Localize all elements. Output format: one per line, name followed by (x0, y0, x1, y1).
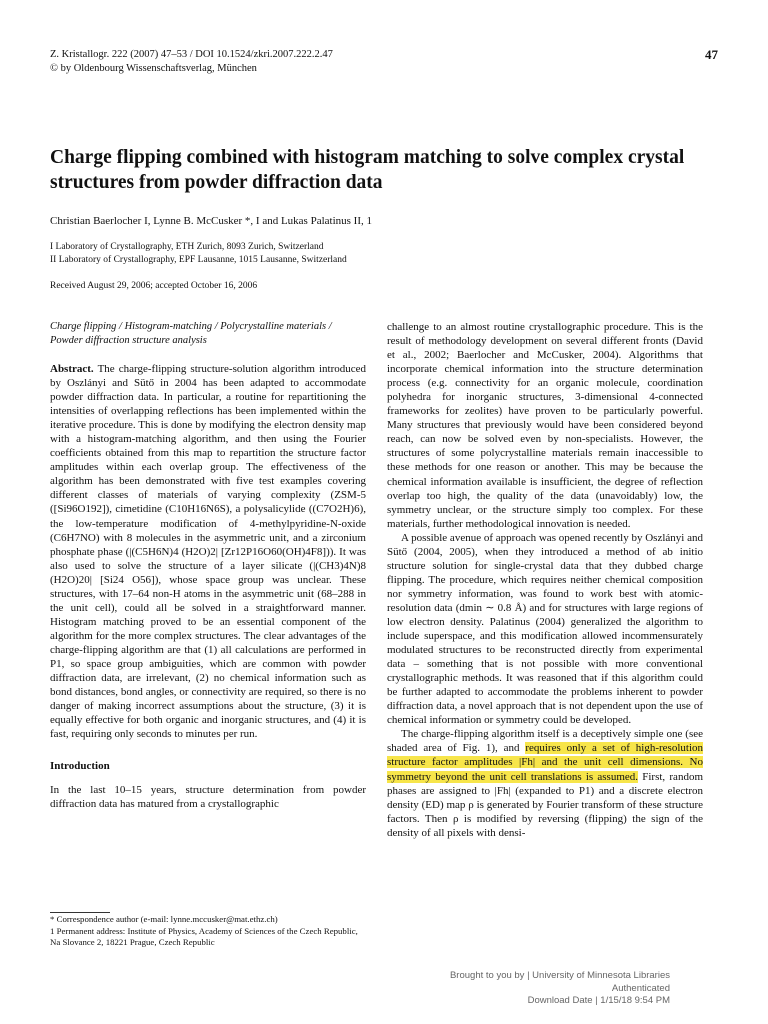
watermark-line-2: Authenticated (611, 982, 670, 994)
abstract-label: Abstract. (50, 363, 94, 375)
copyright-line: © by Oldenbourg Wissenschaftsverlag, München (50, 63, 257, 74)
author-list: Christian Baerlocher I, Lynne B. McCusker *, I and Lukas Palatinus II, 1 (50, 215, 372, 227)
affiliation-2: II Laboratory of Crystallography, EPF Lausanne, 1015 Lausanne, Switzerland (50, 255, 347, 265)
section-heading-introduction: Introduction (50, 760, 110, 773)
watermark-line-3: Download Date | 1/15/18 9:54 PM (527, 995, 670, 1006)
footnote-correspondence: * Correspondence author (e-mail: lynne.mccusker@mat.ethz.ch) (50, 914, 278, 924)
body-paragraph-1: challenge to an almost routine crystallographic procedure. This is the result of methodology development on several different fronts (David et al., 2002; Baerlocher and McCusker, 2004). Algorithms that incorporate chemical information into the structure determination process (e.g. connectivity for an organic molecule, coordination polyhedra for inorganic structures, 3-dimensional 4-connected frameworks for zeolites) have proven to be particularly powerful. Many structures that previously would have been considered beyond reach, can now be solved even by non-specialists. However, the structures of some polycrystalline materials remain inaccessible to these methods for one reason or another. This may be because the chemical information available is insufficient, the degree of reflection overlap too high, the quality of the data (unavoidably) low, the symmetry unclear, or the structure simply too complex. For these materials, further methodological innovation is needed. (387, 321, 703, 530)
footnotes (50, 914, 366, 949)
left-column (50, 320, 366, 811)
intro-paragraph: In the last 10–15 years, structure determination from powder diffraction data has matured from a crystallographic (50, 784, 366, 811)
affiliation-1: I Laboratory of Crystallography, ETH Zurich, 8093 Zurich, Switzerland (50, 242, 324, 252)
abstract (50, 362, 366, 741)
affiliations (50, 241, 690, 267)
page-number: 47 (705, 47, 718, 62)
right-column (387, 320, 703, 840)
body-paragraph-3 (387, 727, 703, 839)
journal-citation: Z. Kristallogr. 222 (2007) 47–53 / DOI 10.1524/zkri.2007.222.2.47 (50, 49, 333, 60)
download-watermark (400, 970, 670, 1008)
watermark-line-1: Brought to you by | University of Minnesota Libraries (449, 970, 670, 981)
paper-title: Charge flipping combined with histogram matching to solve complex crystal structures from powder diffraction data (50, 147, 685, 193)
footnote-rule (50, 912, 110, 913)
abstract-text: The charge-flipping structure-solution algorithm introduced by Oszlányi and Sütő in 2004 has been adapted to accommodate powder diffraction data. In particular, a routine for repartitioning the intensities of overlapping reflections has been implemented within the iterative procedure. This is done by modifying the electron density map with a histogram-matching algorithm, and then using the Fourier coefficients obtained from this map to repartition the structure factor amplitudes within each overlap group. The effectiveness of the algorithm has been demonstrated with five test examples covering different classes of materials of varying complexity (ZSM-5 ([Si96O192]), cimetidine (C10H16N6S), a polysalicylide ((C7O2H)6), the low-temperature modification of 4-methylpyridine-N-oxide (C6H7NO) with 8 molecules in the asymmetric unit, and a zirconium phosphate phase (|(C5H6N)4 (H2O)2| [Zr12P16O60(OH)4F8])). It was also used to solve the structure of a layer silicate (|(CH3)4N)8 (H2O)20| [Si24 O56]), whose space group was unclear. These structures, with 17–64 non-H atoms in the asymmetric unit (68–288 in the unit cell), could all be solved in a straightforward manner. Histogram matching proved to be an essential component of the algorithm for the more complex structures. The clear advantages of the charge-flipping algorithm are that (1) all calculations are performed in P1, so space group ambiguities, which are common with powder diffraction data, are irrelevant, (2) no chemical information such as bond distances, bond angles, or connectivity are required, so there is no danger of making incorrect assumptions about the structure, (3) it is equally effective for both organic and inorganic structures, and (4) it is fast, requiring only seconds to minutes per run. (50, 363, 366, 741)
footnote-permanent-address: 1 Permanent address: Institute of Physics, Academy of Sciences of the Czech Republic, Na Slovance 2, 18221 Prague, Czech Republic (50, 925, 358, 947)
body-paragraph-2: A possible avenue of approach was opened recently by Oszlányi and Sütő (2004, 2005), when they introduced a method of ab initio structure solution for single-crystal data that they dubbed charge flipping. The procedure, which requires neither chemical composition nor symmetry information, was found to work best with atomic-resolution data (dmin ∼ 0.8 Å) and for structures with large regions of low electron density. Palatinus (2004) generalized the algorithm to include superspace, and this modification allowed incommensurately modulated structures to be reconstructed directly from experimental data – something that is not possible with more conventional crystallographic methods. It was reasoned that if this algorithm could be further adapted to accommodate the problems inherent to powder diffraction data, a novel approach that is not dependent upon the use of chemical information or symmetry could be developed. (387, 531, 703, 727)
paragraph-3-start: The charge-flipping algorithm itself is a deceptively simple one (see shaded area of Fig. 1), and (387, 728, 703, 755)
keywords: Charge flipping / Histogram-matching / Polycrystalline materials / Powder diffraction structure analysis (50, 321, 332, 346)
paragraph-3-end: First, random phases are assigned to |Fh| (expanded to P1) and a discrete electron density (ED) map ρ is generated by Fourier transform of these structure factors. Then ρ is modified by reversing (flipping) the sign of the density of all pixels with densi- (387, 770, 703, 839)
running-header (50, 48, 718, 76)
received-dates: Received August 29, 2006; accepted October 16, 2006 (50, 281, 258, 291)
highlighted-text: requires only a set of high-resolution structure factor amplitudes |Fh| and the unit cell dimensions. No symmetry beyond the unit cell translations is assumed. (387, 742, 703, 783)
